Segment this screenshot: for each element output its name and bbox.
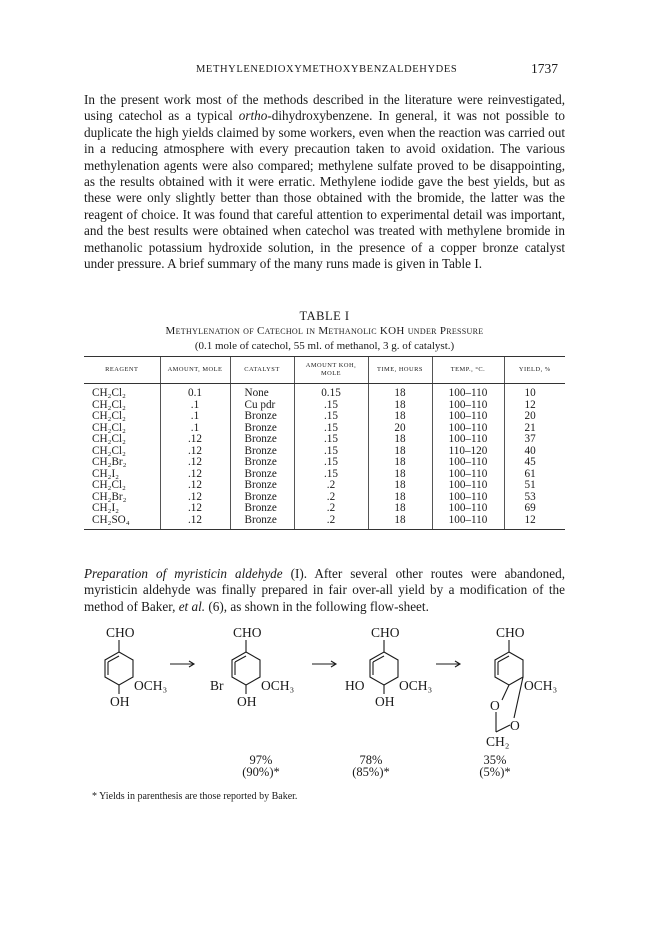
cell-koh: .15 xyxy=(294,446,368,458)
cell-yield: 61 xyxy=(504,469,565,481)
table-row xyxy=(84,457,565,469)
cell-time: 18 xyxy=(368,515,432,530)
cell-koh: .15 xyxy=(294,400,368,412)
cell-amount: .12 xyxy=(160,469,230,481)
table-row xyxy=(84,480,565,492)
table-header-row xyxy=(84,357,565,384)
table-row xyxy=(84,492,565,504)
cell-catalyst: Bronze xyxy=(230,446,294,458)
cell-reagent: CH₂Cl₂ xyxy=(92,444,126,457)
cell-koh: .2 xyxy=(294,515,368,530)
cell-time: 18 xyxy=(368,400,432,412)
cell-yield: 53 xyxy=(504,492,565,504)
cell-reagent: CH₂Cl₂ xyxy=(92,479,126,491)
table-row xyxy=(84,503,565,515)
cell-catalyst: Bronze xyxy=(230,411,294,423)
cell-yield: 21 xyxy=(504,423,565,435)
yield-3-reported: (5%)* xyxy=(479,765,511,779)
methylenation-table xyxy=(84,356,565,530)
cell-time: 18 xyxy=(368,457,432,469)
cell-temp: 100–110 xyxy=(432,503,504,515)
col-header-yield: YIELD, % xyxy=(504,357,565,384)
mol2-och3: OCH₃ xyxy=(261,678,295,693)
mol3-och3: OCH₃ xyxy=(399,678,433,693)
para1-text-b: -dihydroxybenzene. In general, it was not possible to duplicate the high yields claimed by some workers, even when the reaction was carried out in a reducing atmosphere with every precaution taken to avoid oxidation. The various methylenation agents were also compared; methylene sulfate proved to be disappointing, as the results obtained with it were erratic. Methylene iodide gave the best yields, but as these were only slightly better than those obtained with the bromide, the latter was the reagent of choice. It was found that careful attention to experimental detail was important, and the best results were obtained when catechol was treated with methylene bromide in methanolic potassium hydroxide solution, in the presence of a copper bronze catalyst under pressure. A brief summary of the many runs made is given in Table I. xyxy=(84,108,565,272)
cell-reagent: CH₂Br₂ xyxy=(92,490,127,503)
cell-koh: .2 xyxy=(294,503,368,515)
cell-catalyst: Bronze xyxy=(230,469,294,481)
cell-yield: 51 xyxy=(504,480,565,492)
cell-temp: 100–110 xyxy=(432,384,504,400)
cell-reagent: CH₂Cl₂ xyxy=(92,387,126,399)
col-header-catalyst: CATALYST xyxy=(230,357,294,384)
cell-koh: .2 xyxy=(294,480,368,492)
mol3-ho: HO xyxy=(345,678,365,693)
cell-catalyst: Bronze xyxy=(230,492,294,504)
table-row xyxy=(84,384,565,400)
mol4-o-right: O xyxy=(510,718,520,733)
cell-time: 18 xyxy=(368,480,432,492)
molecule-1 xyxy=(105,640,133,694)
col-header-reagent: REAGENT xyxy=(84,357,160,384)
yield-step-1 xyxy=(231,754,291,778)
cell-reagent: CH₂Br₂ xyxy=(92,456,127,468)
para2-text-end: (6), as shown in the following flow-sheet. xyxy=(205,598,429,614)
cell-time: 18 xyxy=(368,434,432,446)
table-note: (0.1 mole of catechol, 55 ml. of methanol, 3 g. of catalyst.) xyxy=(194,340,455,352)
col-header-temp: TEMP., °C. xyxy=(432,357,504,384)
col-header-koh: AMOUNT KOH, MOLE xyxy=(294,357,368,384)
cell-temp: 100–110 xyxy=(432,434,504,446)
cell-amount: .1 xyxy=(160,423,230,435)
table-row xyxy=(84,469,565,481)
cell-amount: .12 xyxy=(160,492,230,504)
cell-amount: .12 xyxy=(160,457,230,469)
table-row xyxy=(84,515,565,530)
mol2-br: Br xyxy=(210,678,224,693)
cell-temp: 100–110 xyxy=(432,411,504,423)
para1-italic: ortho xyxy=(238,108,268,124)
cell-yield: 12 xyxy=(504,400,565,412)
cell-koh: .15 xyxy=(294,423,368,435)
yield-2-found: 78% xyxy=(359,753,383,767)
cell-yield: 10 xyxy=(504,384,565,400)
cell-reagent: CH₂Cl₂ xyxy=(92,398,126,411)
mol3-cho: CHO xyxy=(371,626,400,640)
mol2-cho: CHO xyxy=(233,626,262,640)
cell-amount: .12 xyxy=(160,503,230,515)
mol3-oh: OH xyxy=(375,694,395,709)
cell-time: 18 xyxy=(368,384,432,400)
cell-time: 18 xyxy=(368,469,432,481)
table-title: TABLE I xyxy=(299,309,350,323)
cell-catalyst: None xyxy=(230,384,294,400)
cell-temp: 100–110 xyxy=(432,469,504,481)
cell-amount: .1 xyxy=(160,400,230,412)
cell-koh: .15 xyxy=(294,411,368,423)
cell-catalyst: Bronze xyxy=(230,457,294,469)
col-header-amount: AMOUNT, MOLE xyxy=(160,357,230,384)
cell-reagent: CH₂Cl₂ xyxy=(92,421,126,434)
mol1-och3: OCH₃ xyxy=(134,678,168,693)
yield-3-found: 35% xyxy=(483,753,507,767)
cell-time: 20 xyxy=(368,423,432,435)
table-row xyxy=(84,411,565,423)
mol2-oh: OH xyxy=(237,694,257,709)
mol1-cho: CHO xyxy=(106,626,135,640)
yield-step-3 xyxy=(465,754,525,778)
mol4-och3: OCH₃ xyxy=(524,678,558,693)
cell-temp: 100–110 xyxy=(432,480,504,492)
cell-amount: .12 xyxy=(160,434,230,446)
cell-koh: .15 xyxy=(294,469,368,481)
cell-catalyst: Cu pdr xyxy=(230,400,294,412)
molecule-2 xyxy=(232,640,260,694)
mol4-cho: CHO xyxy=(496,626,525,640)
cell-yield: 45 xyxy=(504,457,565,469)
cell-temp: 100–110 xyxy=(432,423,504,435)
yield-1-found: 97% xyxy=(249,753,273,767)
cell-yield: 69 xyxy=(504,503,565,515)
cell-time: 18 xyxy=(368,492,432,504)
cell-temp: 100–110 xyxy=(432,492,504,504)
cell-koh: .15 xyxy=(294,457,368,469)
para2-etal: et al. xyxy=(178,598,206,614)
molecule-3 xyxy=(370,640,398,694)
cell-amount: .12 xyxy=(160,480,230,492)
para2-italic-heading: Preparation of myristicin aldehyde xyxy=(84,566,283,581)
yield-step-2 xyxy=(341,754,401,778)
cell-temp: 100–110 xyxy=(432,457,504,469)
page-number: 1737 xyxy=(531,61,558,76)
running-head: METHYLENEDIOXYMETHOXYBENZALDEHYDES xyxy=(196,64,458,75)
cell-catalyst: Bronze xyxy=(230,480,294,492)
cell-koh: 0.15 xyxy=(294,384,368,400)
cell-koh: .15 xyxy=(294,434,368,446)
cell-catalyst: Bronze xyxy=(230,503,294,515)
cell-time: 18 xyxy=(368,411,432,423)
cell-catalyst: Bronze xyxy=(230,515,294,530)
cell-catalyst: Bronze xyxy=(230,423,294,435)
cell-yield: 12 xyxy=(504,515,565,530)
table-subtitle: Methylenation of Catechol in Methanolic KOH under Pressure xyxy=(165,325,484,337)
intro-paragraph xyxy=(84,92,565,272)
cell-reagent: CH₂Cl₂ xyxy=(92,433,126,445)
footnote: * Yields in parenthesis are those reported by Baker. xyxy=(92,791,298,802)
cell-temp: 110–120 xyxy=(432,446,504,458)
cell-time: 18 xyxy=(368,503,432,515)
cell-yield: 37 xyxy=(504,434,565,446)
myristicin-paragraph xyxy=(84,566,565,615)
mol4-ch2: CH₂ xyxy=(486,734,510,749)
table-row xyxy=(84,434,565,446)
cell-reagent: CH₂Cl₂ xyxy=(92,410,126,422)
cell-amount: .1 xyxy=(160,411,230,423)
cell-yield: 20 xyxy=(504,411,565,423)
para2-text: (I). After several other routes were abandoned, myristicin aldehyde was finally prepared in fair over-all yield by a modification of the method of Baker, xyxy=(84,566,565,614)
cell-temp: 100–110 xyxy=(432,515,504,530)
col-header-time: TIME, HOURS xyxy=(368,357,432,384)
cell-time: 18 xyxy=(368,446,432,458)
yield-2-reported: (85%)* xyxy=(352,765,390,779)
cell-reagent: CH₂SO₄ xyxy=(84,515,160,530)
cell-koh: .2 xyxy=(294,492,368,504)
yield-1-reported: (90%)* xyxy=(242,765,280,779)
mol1-oh: OH xyxy=(110,694,130,709)
cell-reagent: CH₂I₂ xyxy=(92,502,120,514)
cell-yield: 40 xyxy=(504,446,565,458)
cell-reagent: CH₂I₂ xyxy=(92,467,120,480)
cell-amount: 0.1 xyxy=(160,384,230,400)
mol4-o-left: O xyxy=(490,698,500,713)
cell-temp: 100–110 xyxy=(432,400,504,412)
para1-text-a: In the present work most of the methods described in the literature were reinvestigated, using catechol as a typical xyxy=(84,92,565,124)
cell-catalyst: Bronze xyxy=(230,434,294,446)
cell-amount: .12 xyxy=(160,515,230,530)
cell-amount: .12 xyxy=(160,446,230,458)
